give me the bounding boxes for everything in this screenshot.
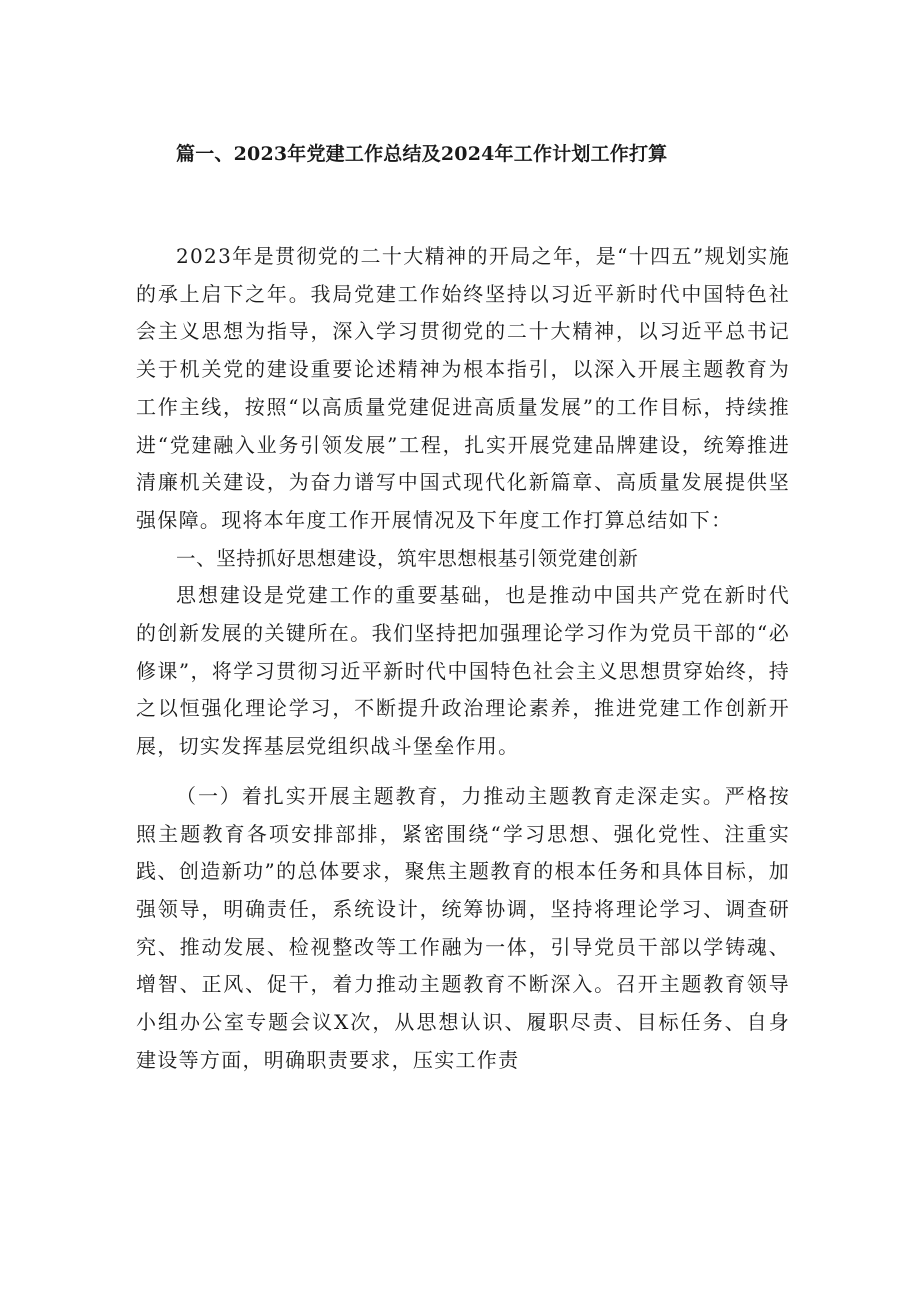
subsection-1-paragraph: （一）着扎实开展主题教育，力推动主题教育走深走实。严格按照主题教育各项安排部排，紧密围绕“学习思想、强化党性、注重实践、创造新功”的总体要求，聚焦主题教育的根本任务和具体目标，加强领导，明确责任，系统设计，统筹协调，坚持将理论学习、调查研究、推动发展、检视整改等工作融为一体，引导党员干部以学铸魂、增智、正风、促干，着力推动主题教育不断深入。召开主题教育领导小组办公室专题会议X次，从思想认识、履职尽责、目标任务、自身建设等方面，明确职责要求，压实工作责 <box>136 783 790 1072</box>
intro-paragraph: 2023年是贯彻党的二十大精神的开局之年，是“十四五”规划实施的承上启下之年。我局党建工作始终坚持以习近平新时代中国特色社会主义思想为指导，深入学习贯彻党的二十大精神，以习近平总书记关于机关党的建设重要论述精神为根本指引，以深入开展主题教育为工作主线，按照“以高质量党建促进高质量发展”的工作目标，持续推进“党建融入业务引领发展”工程，扎实开展党建品牌建设，统筹推进清廉机关建设，为奋力谱写中国式现代化新篇章、高质量发展提供坚强保障。现将本年度工作开展情况及下年度工作打算总结如下： <box>136 244 790 532</box>
document-body <box>136 238 790 1079</box>
section-1-paragraph: 思想建设是党建工作的重要基础，也是推动中国共产党在新时代的创新发展的关键所在。我们坚持把加强理论学习作为党员干部的“必修课”，将学习贯彻习近平新时代中国特色社会主义思想贯穿始终，持之以恒强化理论学习，不断提升政治理论素养，推进党建工作创新开展，切实发挥基层党组织战斗堡垒作用。 <box>136 583 790 759</box>
document-title: 篇一、2023年党建工作总结及2024年工作计划工作打算 <box>176 143 668 165</box>
paragraph-spacer <box>136 766 790 778</box>
section-1-heading: 一、坚持抓好思想建设，筑牢思想根基引领党建创新 <box>176 546 639 570</box>
